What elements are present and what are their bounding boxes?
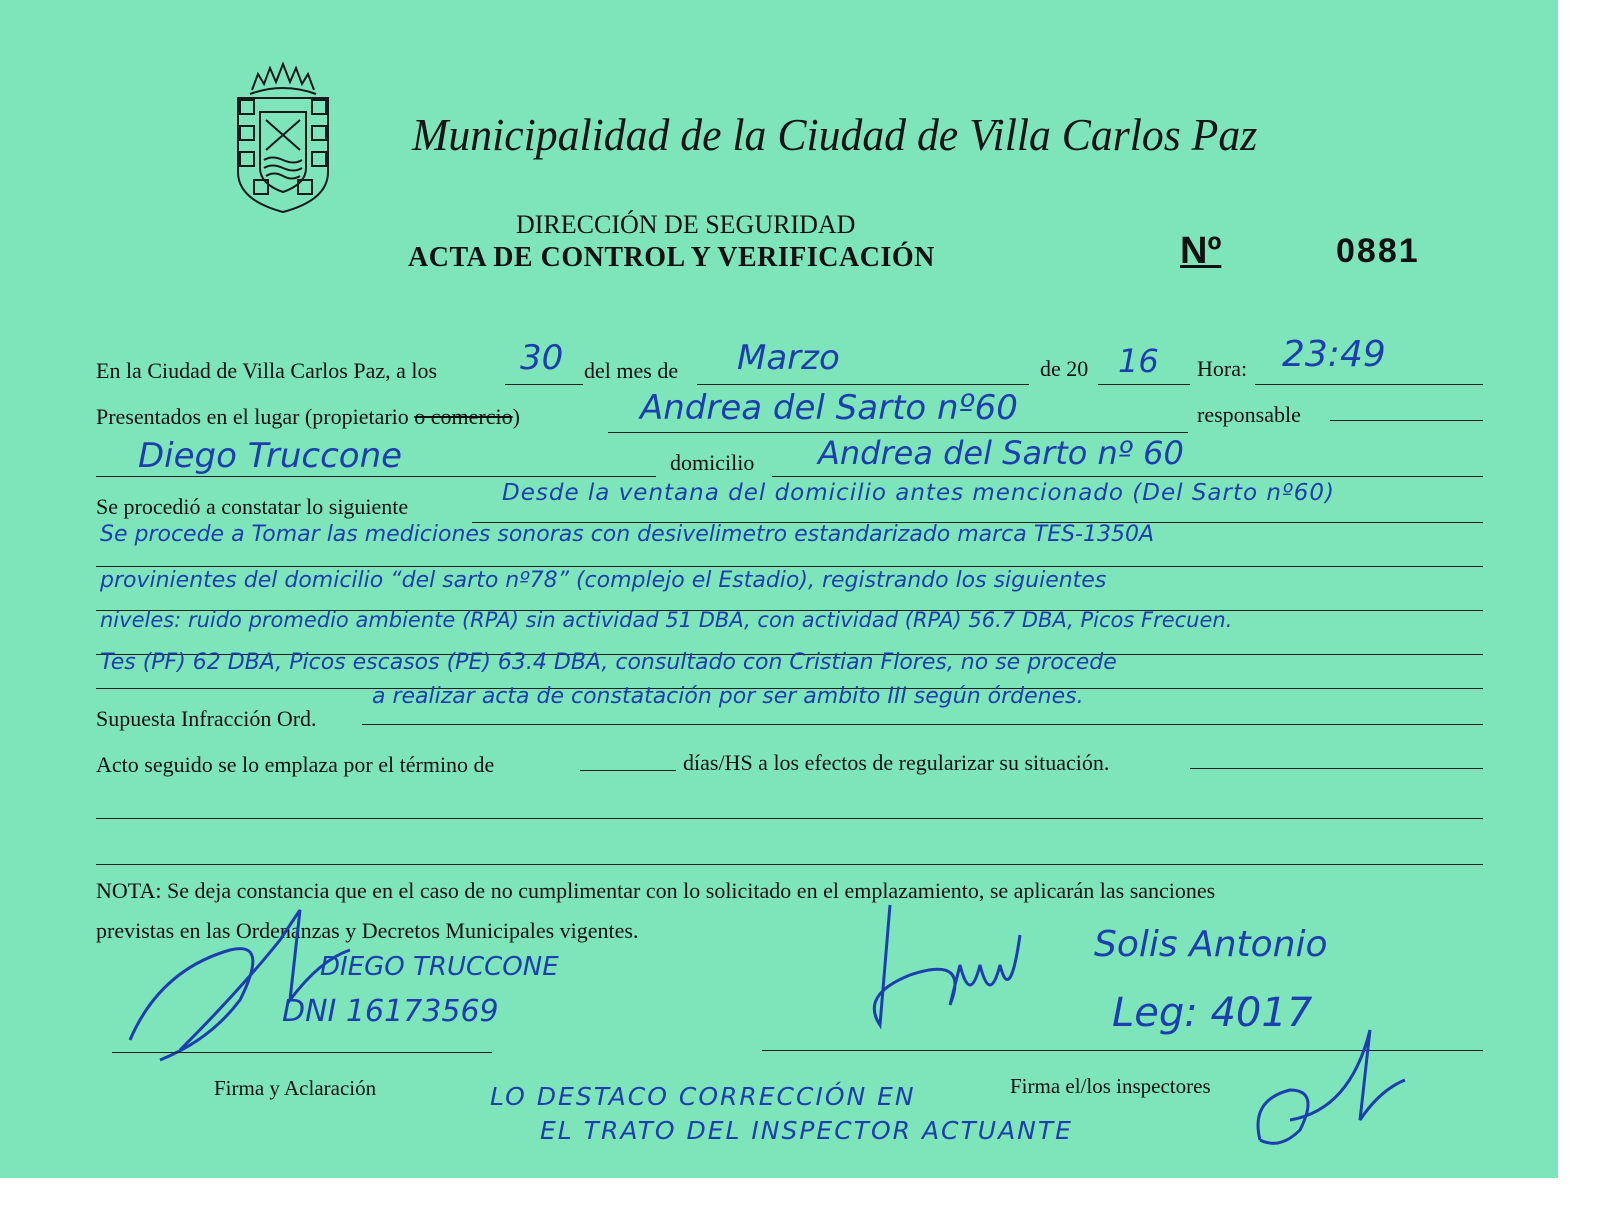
firma-inspectores-label: Firma el/los inspectores xyxy=(1010,1074,1211,1098)
responsible-dni: DNI 16173569 xyxy=(282,994,499,1029)
domicilio-label: domicilio xyxy=(670,450,755,475)
struck-comercio: o comercio xyxy=(414,404,513,429)
year-label: de 20 xyxy=(1040,356,1089,381)
inspector-signature xyxy=(850,895,1050,1055)
observation-2: Se procede a Tomar las mediciones sonoras con desivelimetro estandarizado marca TES-1350A xyxy=(100,522,1155,547)
place-label: Presentados en el lugar (propietario o comercio) xyxy=(96,404,520,429)
responsable-line xyxy=(1330,420,1483,421)
responsible-signature-line xyxy=(112,1052,492,1053)
remark-line-2: EL TRATO DEL INSPECTOR ACTUANTE xyxy=(540,1116,1073,1145)
responsible-name: DIEGO TRUCCONE xyxy=(320,952,559,982)
responsible-value: Diego Truccone xyxy=(138,436,403,476)
responsible-line xyxy=(96,476,656,477)
observation-4: niveles: ruido promedio ambiente (RPA) sin actividad 51 DBA, con actividad (RPA) 56.7 DBA, Picos Frecuen. xyxy=(100,608,1233,632)
month-value: Marzo xyxy=(737,338,840,378)
inspector-legajo: Leg: 4017 xyxy=(1112,990,1313,1036)
emplaza-label-2: días/HS a los efectos de regularizar su situación. xyxy=(683,750,1110,775)
constatar-label: Se procedió a constatar lo siguiente xyxy=(96,494,409,519)
hour-value: 23:49 xyxy=(1282,334,1386,375)
extra-line-1 xyxy=(96,818,1483,819)
coat-of-arms-icon xyxy=(232,60,334,216)
obs-line-2 xyxy=(96,566,1483,567)
day-value: 30 xyxy=(520,338,564,378)
responsable-label: responsable xyxy=(1197,402,1301,427)
place-line xyxy=(608,432,1188,433)
hour-label: Hora: xyxy=(1197,356,1248,381)
observation-5: Tes (PF) 62 DBA, Picos escasos (PE) 63.4 DBA, consultado con Cristian Flores, no se procede xyxy=(100,650,1117,675)
number-label: Nº xyxy=(1180,230,1222,272)
situacion-line xyxy=(1190,768,1483,769)
hour-line xyxy=(1255,384,1483,385)
department-name: DIRECCIÓN DE SEGURIDAD xyxy=(516,210,856,239)
domicilio-line xyxy=(772,476,1483,477)
month-line xyxy=(697,384,1029,385)
form-title: ACTA DE CONTROL Y VERIFICACIÓN xyxy=(408,242,935,273)
inspector-name: Solis Antonio xyxy=(1094,924,1328,965)
infraction-line xyxy=(362,724,1483,725)
remark-signature xyxy=(1240,1020,1410,1160)
month-label: del mes de xyxy=(584,358,679,383)
nota-line-2: previstas en las Ordenanzas y Decretos Municipales vigentes. xyxy=(96,918,639,943)
extra-line-2 xyxy=(96,864,1483,865)
city-date-label: En la Ciudad de Villa Carlos Paz, a los xyxy=(96,358,438,383)
year-line xyxy=(1098,384,1190,385)
observation-3: provinientes del domicilio “del sarto nº78” (complejo el Estadio), registrando los siguientes xyxy=(100,568,1107,593)
year-value: 16 xyxy=(1118,342,1159,380)
responsible-signature xyxy=(120,900,380,1070)
form-number: 0881 xyxy=(1336,232,1420,270)
observation-6: a realizar acta de constatación por ser ambito III según órdenes. xyxy=(372,684,1084,709)
days-line xyxy=(580,770,676,771)
address-value: Andrea del Sarto nº 60 xyxy=(818,434,1184,472)
place-value: Andrea del Sarto nº60 xyxy=(640,388,1018,428)
firma-aclaracion-label: Firma y Aclaración xyxy=(214,1076,377,1100)
remark-line-1: LO DESTACO CORRECCIÓN EN xyxy=(490,1082,916,1111)
observation-1: Desde la ventana del domicilio antes mencionado (Del Sarto nº60) xyxy=(502,480,1336,506)
emplaza-label: Acto seguido se lo emplaza por el término de xyxy=(96,752,495,777)
municipality-title: Municipalidad de la Ciudad de Villa Carlos Paz xyxy=(412,109,1258,160)
infraction-label: Supuesta Infracción Ord. xyxy=(96,706,317,731)
nota-line-1: NOTA: Se deja constancia que en el caso de no cumplimentar con lo solicitado en el emplazamiento, se aplicarán las sanciones xyxy=(96,878,1216,903)
day-line xyxy=(505,384,583,385)
